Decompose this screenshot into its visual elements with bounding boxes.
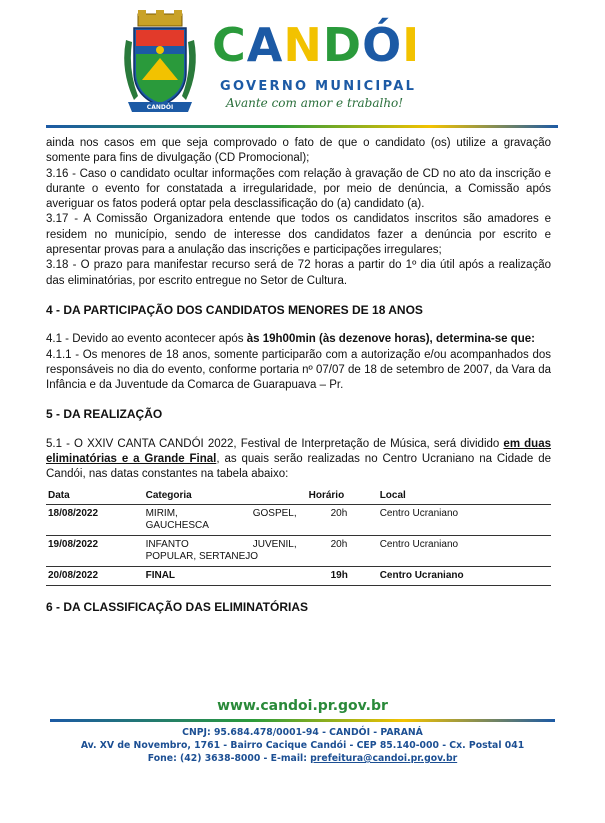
- paragraph: 4.1.1 - Os menores de 18 anos, somente participarão com a autorização e/ou acompanhados dos responsáveis no dia do evento, conforme portaria nº 07/07 de 18 de setembro de 2007, da Vara da Infância e da Juventude da Comarca de Guarapuava – Pr.: [46, 348, 551, 392]
- table-cell-place: Centro Ucraniano: [378, 566, 551, 585]
- table-cell-date: 20/08/2022: [46, 566, 144, 585]
- table-cell-time: 20h: [307, 535, 378, 566]
- table-cell-date: 18/08/2022: [46, 504, 144, 535]
- paragraph-text: 5.1 - O XXIV CANTA CANDÓI 2022, Festival de Interpretação de Música, será dividido: [46, 437, 504, 450]
- table-header: Data: [46, 487, 144, 505]
- paragraph: 3.16 - Caso o candidato ocultar informações com relação à gravação de CD no ato da inscrição e durante o evento for constatada a irregularidade, por meio de denúncia, a Comissão após averiguar os fatos poderá optar pela desclassificação do (a) candidato (a).: [46, 167, 551, 211]
- paragraph-text: 4.1 - Devido ao evento acontecer após: [46, 333, 247, 346]
- category-part: JUVENIL,: [252, 538, 297, 550]
- section-title: 5 - DA REALIZAÇÃO: [46, 407, 163, 422]
- footer-cnpj: CNPJ: 95.684.478/0001-94 - CANDÓI - PARANÁ: [182, 727, 423, 738]
- logo-letter: I: [402, 18, 421, 72]
- category-part: MIRIM,: [145, 507, 178, 519]
- footer-divider: [50, 719, 555, 722]
- table-header: Categoria: [144, 487, 307, 505]
- paragraph: 3.18 - O prazo para manifestar recurso será de 72 horas a partir do 1º dia útil após a realização das eliminatórias, por escrito entregue no Setor de Cultura.: [46, 259, 551, 287]
- table-row: [46, 535, 551, 566]
- footer-contact: [0, 752, 605, 765]
- document-body: [46, 136, 551, 615]
- letterhead: [0, 0, 605, 128]
- logo-letter: C: [212, 18, 247, 72]
- table-cell-category: [144, 566, 307, 585]
- section-title: 6 - DA CLASSIFICAÇÃO DAS ELIMINATÓRIAS: [46, 599, 309, 614]
- category-part: INFANTO: [145, 538, 189, 550]
- footer-address: Av. XV de Novembro, 1761 - Bairro Cacique Candói - CEP 85.140-000 - Cx. Postal 041: [80, 740, 525, 751]
- category-part: POPULAR, SERTANEJO: [145, 550, 259, 562]
- footer-phone: Fone: (42) 3638-8000 - E-mail:: [147, 753, 311, 764]
- table-header: Local: [378, 487, 551, 505]
- paragraph: [46, 437, 551, 483]
- crest-banner-text: CANDÓI: [146, 104, 174, 111]
- paragraph-bold-text: em duas eliminatórias e a Grande Final: [46, 437, 551, 466]
- logo-letter: A: [246, 18, 284, 72]
- table-row: [46, 566, 551, 585]
- email-link[interactable]: prefeitura@candoi.pr.gov.br: [310, 753, 458, 764]
- logo-slogan: Avante com amor e trabalho!: [226, 96, 404, 110]
- paragraph: [46, 332, 551, 347]
- table-cell-time: 19h: [307, 566, 378, 585]
- logo-letter: N: [283, 18, 323, 72]
- table-row: [46, 504, 551, 535]
- paragraph-bold-text: às 19h00min (às dezenove horas), determina-se que:: [246, 333, 535, 346]
- logo-wordmark: [212, 18, 421, 72]
- category-part: FINAL: [145, 569, 176, 581]
- table-header: Horário: [307, 487, 378, 505]
- municipal-crest-icon: [120, 10, 200, 116]
- table-cell-place: Centro Ucraniano: [378, 535, 551, 566]
- logo-subtitle: GOVERNO MUNICIPAL: [220, 79, 417, 94]
- section-title: 4 - DA PARTICIPAÇÃO DOS CANDIDATOS MENORES DE 18 ANOS: [46, 302, 423, 317]
- logo-letter: Ó: [362, 18, 403, 72]
- table-cell-category: [144, 535, 307, 566]
- header-divider: [46, 125, 558, 128]
- table-cell-category: [144, 504, 307, 535]
- logo-letter: D: [322, 18, 363, 72]
- table-cell-place: Centro Ucraniano: [378, 504, 551, 535]
- schedule-table: [46, 487, 551, 586]
- paragraph-text: , as quais serão realizadas no Centro Ucraniano na Cidade de Candói, nas datas constantes na tabela abaixo:: [46, 453, 551, 481]
- letterhead-footer: [0, 698, 605, 765]
- table-cell-time: 20h: [307, 504, 378, 535]
- category-part: GAUCHESCA: [145, 519, 209, 531]
- table-cell-date: 19/08/2022: [46, 535, 144, 566]
- website-link[interactable]: www.candoi.pr.gov.br: [217, 698, 388, 714]
- paragraph: ainda nos casos em que seja comprovado o fato de que o candidato (os) utilize a gravação somente para fins de divulgação (CD Promocional);: [46, 137, 551, 165]
- category-part: GOSPEL,: [252, 507, 297, 519]
- paragraph: 3.17 - A Comissão Organizadora entende que todos os candidatos inscritos são amadores e residem no município, sendo de interesse dos candidatos fazer a denúncia por escrito e apresentar provas para a anulação das inscrições e participações irregulares;: [46, 213, 551, 257]
